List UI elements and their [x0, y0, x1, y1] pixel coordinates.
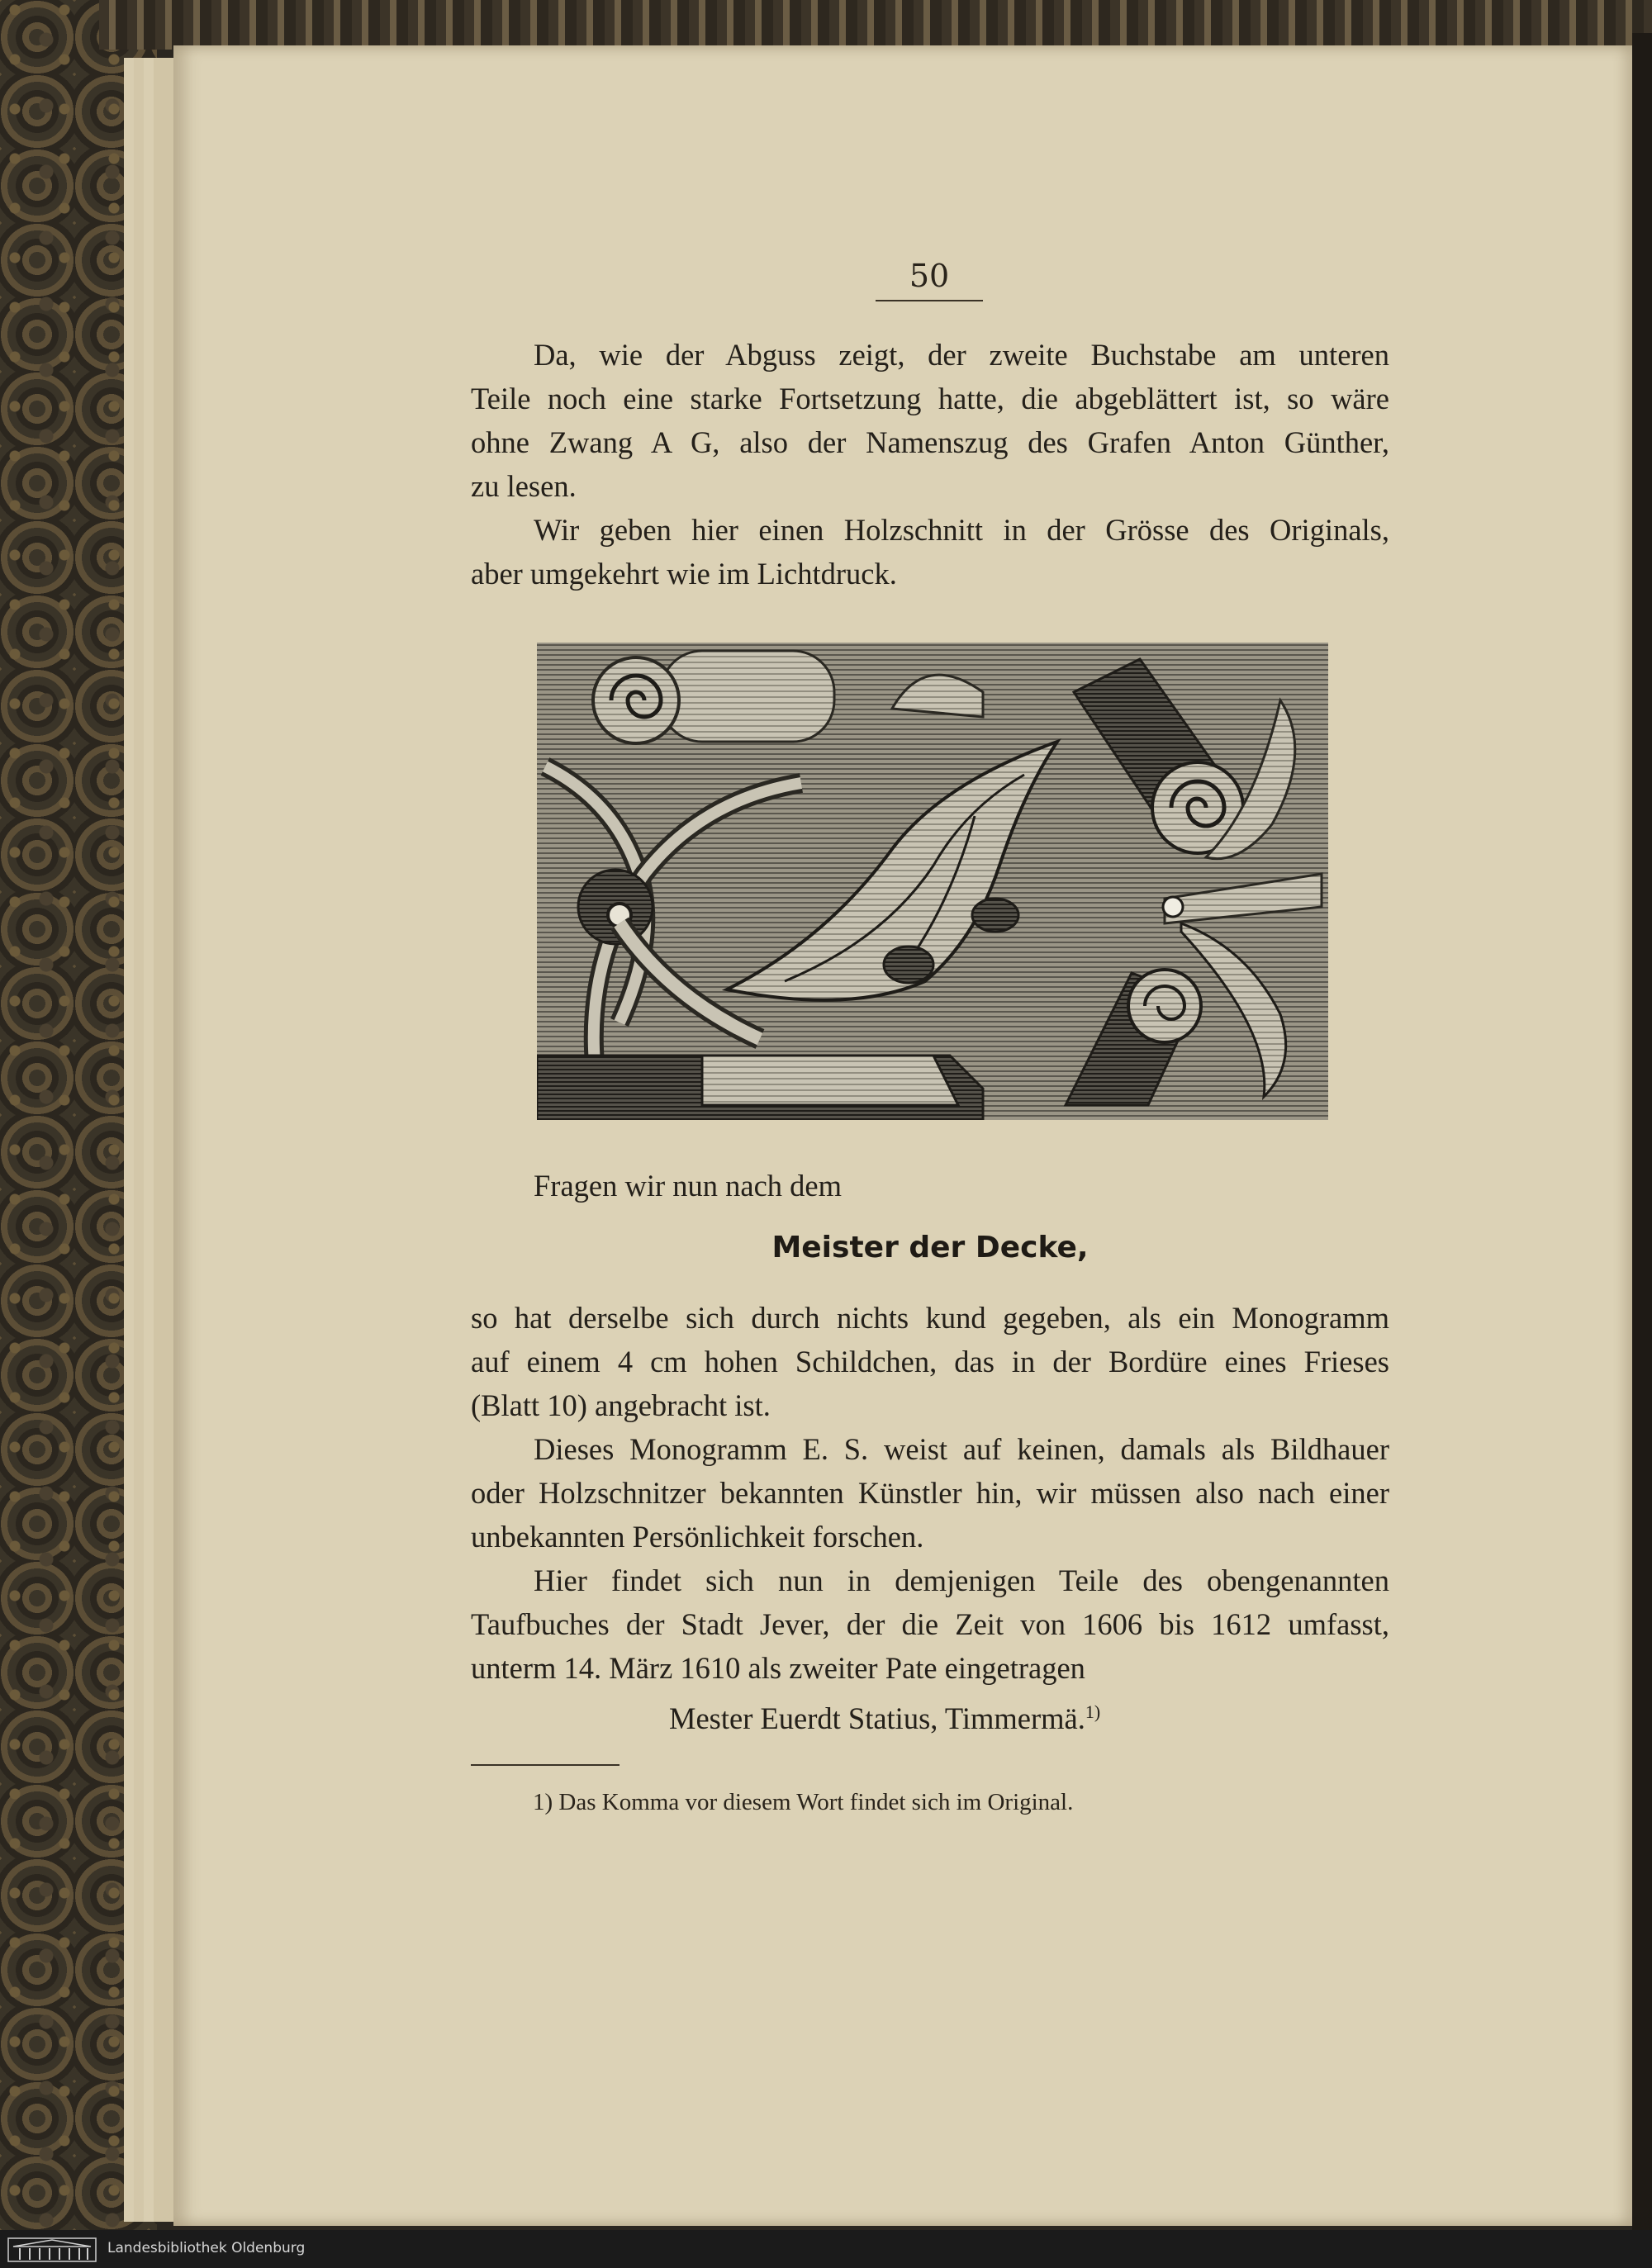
footnote-mark: 1)	[533, 1789, 553, 1815]
lead-in-line: Fragen wir nun nach dem	[534, 1169, 843, 1203]
para3-line: (Blatt 10) angebracht ist.	[471, 1388, 771, 1422]
para4-line: unbekannten Persönlichkeit forschen.	[471, 1520, 924, 1554]
para3-line: so hat derselbe sich durch nichts kund gegeben, als ein Monogramm	[471, 1301, 1389, 1335]
book-top-edge	[99, 0, 1652, 50]
footnote	[533, 1789, 1073, 1816]
library-building-icon	[7, 2235, 97, 2263]
book-right-edge	[1632, 33, 1652, 2230]
para5-line: unterm 14. März 1610 als zweiter Pate eingetragen	[471, 1651, 1085, 1685]
para1-line: Teile noch eine starke Fortsetzung hatte, die abgeblättert ist, so wäre	[471, 382, 1389, 415]
footnote-text: Das Komma vor diesem Wort findet sich im Original.	[558, 1789, 1074, 1815]
register-entry	[669, 1691, 1389, 1734]
woodcut-illustration	[537, 643, 1328, 1120]
para5-line: Taufbuches der Stadt Jever, der die Zeit von 1606 bis 1612 umfasst,	[471, 1607, 1389, 1641]
section-heading: Meister der Decke,	[771, 1231, 1089, 1264]
library-name: Landesbibliothek Oldenburg	[107, 2240, 306, 2256]
para2-line: Wir geben hier einen Holzschnitt in der Grösse des Originals,	[534, 513, 1389, 547]
library-footer-bar	[0, 2230, 1652, 2268]
para1-line: zu lesen.	[471, 469, 577, 503]
para2-line: aber umgekehrt wie im Lichtdruck.	[471, 557, 897, 591]
para5-line: Hier findet sich nun in demjenigen Teile des obengenannten	[534, 1563, 1389, 1597]
para4-line: oder Holzschnitzer bekannten Künstler hin, wir müssen also nach einer	[471, 1476, 1389, 1510]
page-number: 50	[909, 258, 950, 294]
para4-line: Dieses Monogramm E. S. weist auf keinen, damals als Bildhauer	[534, 1432, 1389, 1466]
para1-line: Da, wie der Abguss zeigt, der zweite Buchstabe am unteren	[534, 338, 1389, 372]
woodcut-carving	[537, 643, 1328, 1120]
para3-line: auf einem 4 cm hohen Schildchen, das in der Bordüre eines Frieses	[471, 1345, 1389, 1378]
page-number-rule	[876, 300, 983, 301]
para1-line: ohne Zwang A G, also der Namenszug des Grafen Anton Günther,	[471, 425, 1389, 459]
footnote-rule	[471, 1764, 620, 1766]
register-entry-text: Mester Euerdt Statius, Timmermä.	[669, 1701, 1085, 1736]
footnote-reference: 1)	[1085, 1701, 1101, 1722]
